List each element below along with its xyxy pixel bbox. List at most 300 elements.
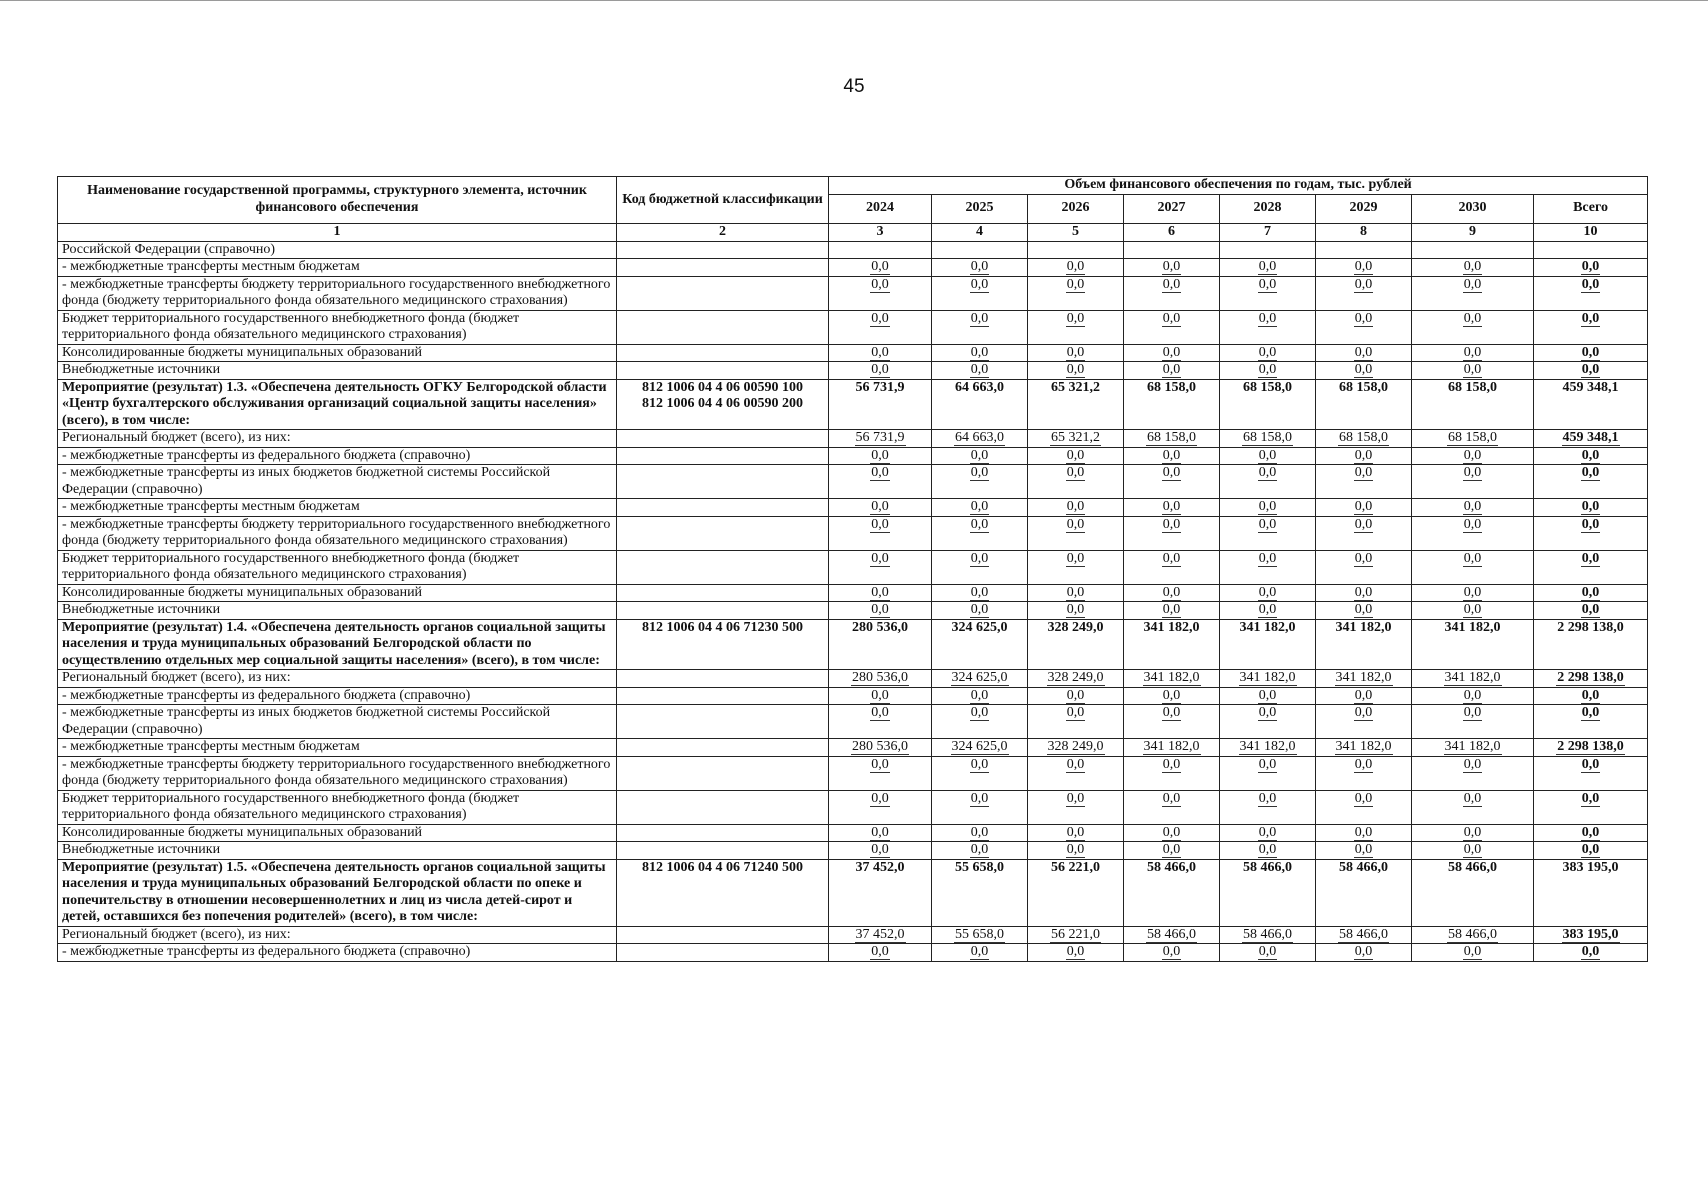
cell-value: 0,0 <box>970 516 989 532</box>
cell-value: 0,0 <box>970 310 989 326</box>
row-year-value <box>1028 310 1124 344</box>
row-year-value <box>1412 447 1534 465</box>
cell-value: 383 195,0 <box>1562 926 1619 942</box>
cell-value: 0,0 <box>871 944 889 959</box>
cell-value: 0,0 <box>871 824 889 840</box>
row-year-value <box>829 550 932 584</box>
row-year-value <box>829 310 932 344</box>
row-year-value <box>1220 550 1316 584</box>
cell-value: 0,0 <box>871 465 889 480</box>
row-budget-code <box>617 739 829 757</box>
row-year-value <box>1412 516 1534 550</box>
row-name: Российской Федерации (справочно) <box>58 241 617 259</box>
row-year-value <box>932 739 1028 757</box>
row-name: Консолидированные бюджеты муниципальных образований <box>58 344 617 362</box>
activity-row <box>58 379 1648 430</box>
cell-value: 0,0 <box>970 259 989 274</box>
row-year-value <box>1412 550 1534 584</box>
row-total-value <box>1534 619 1648 670</box>
cell-value: 280 536,0 <box>852 670 908 685</box>
cell-value: 0,0 <box>970 687 989 703</box>
row-year-value <box>1220 842 1316 860</box>
cell-value: 0,0 <box>1066 310 1085 326</box>
cell-value: 0,0 <box>1258 516 1277 532</box>
cell-value: 0,0 <box>871 310 889 326</box>
row-year-value <box>1316 842 1412 860</box>
row-year-value <box>1028 859 1124 926</box>
cell-value: 0,0 <box>970 824 989 840</box>
row-year-value <box>1220 705 1316 739</box>
row-year-value <box>1028 447 1124 465</box>
row-name: - межбюджетные трансферты из иных бюджетов бюджетной системы Российской Федерации (справочно) <box>58 705 617 739</box>
cell-value: 0,0 <box>1354 584 1373 600</box>
row-name: - межбюджетные трансферты из федерального бюджета (справочно) <box>58 687 617 705</box>
cell-value: 0,0 <box>1463 499 1482 514</box>
cell-value: 58 466,0 <box>1448 859 1497 875</box>
header-total: Всего <box>1534 194 1648 223</box>
cell-value: 0,0 <box>1354 259 1373 274</box>
cell-value: 0,0 <box>1581 362 1600 377</box>
cell-value: 0,0 <box>871 687 889 703</box>
row-year-value <box>829 926 932 944</box>
row-year-value <box>1316 276 1412 310</box>
row-budget-code <box>617 824 829 842</box>
cell-value: 341 182,0 <box>1444 619 1501 635</box>
table-row <box>58 687 1648 705</box>
cell-value: 58 466,0 <box>1147 859 1196 875</box>
row-year-value <box>1316 550 1412 584</box>
row-year-value <box>932 344 1028 362</box>
cell-value: 0,0 <box>1258 259 1277 274</box>
row-year-value <box>1028 687 1124 705</box>
row-year-value <box>1124 602 1220 620</box>
row-year-value <box>1412 584 1534 602</box>
cell-value: 0,0 <box>1258 550 1277 566</box>
cell-value: 0,0 <box>1581 550 1600 566</box>
row-total-value <box>1534 824 1648 842</box>
cell-value: 0,0 <box>970 944 989 959</box>
row-budget-code <box>617 241 829 259</box>
cell-value: 0,0 <box>1162 602 1181 617</box>
row-year-value <box>932 379 1028 430</box>
cell-value: 0,0 <box>871 516 889 532</box>
cell-value: 0,0 <box>1258 310 1277 326</box>
cell-value: 56 731,9 <box>855 430 905 445</box>
cell-value: 0,0 <box>1354 516 1373 532</box>
row-year-value <box>1220 944 1316 962</box>
row-year-value <box>829 344 932 362</box>
row-budget-code <box>617 705 829 739</box>
row-year-value <box>1028 739 1124 757</box>
row-year-value <box>1220 310 1316 344</box>
cell-value: 0,0 <box>1463 550 1482 566</box>
cell-value: 58 466,0 <box>1243 926 1292 942</box>
row-year-value <box>1124 362 1220 380</box>
row-total-value <box>1534 310 1648 344</box>
row-year-value <box>932 756 1028 790</box>
row-total-value <box>1534 584 1648 602</box>
row-year-value <box>1220 824 1316 842</box>
row-year-value <box>1316 465 1412 499</box>
cell-value: 0,0 <box>871 259 889 274</box>
header-year: 2025 <box>932 194 1028 223</box>
row-year-value <box>829 379 932 430</box>
row-total-value <box>1534 362 1648 380</box>
cell-value: 0,0 <box>1162 276 1181 292</box>
cell-value: 0,0 <box>1354 824 1373 840</box>
cell-value: 0,0 <box>1162 790 1181 806</box>
cell-value: 280 536,0 <box>852 739 908 754</box>
row-year-value <box>829 859 932 926</box>
cell-value: 0,0 <box>1463 584 1482 600</box>
row-year-value <box>1124 859 1220 926</box>
row-year-value <box>1412 499 1534 517</box>
row-year-value <box>932 687 1028 705</box>
row-year-value <box>1220 859 1316 926</box>
cell-value: 0,0 <box>1581 687 1600 703</box>
row-year-value <box>1220 516 1316 550</box>
row-year-value <box>1220 670 1316 688</box>
header-name-column: Наименование государственной программы, структурного элемента, источник финансового обеспечения <box>58 177 617 224</box>
cell-value: 0,0 <box>1162 944 1181 959</box>
cell-value: 0,0 <box>1354 842 1373 857</box>
row-year-value <box>932 259 1028 277</box>
cell-value: 0,0 <box>1463 756 1482 772</box>
cell-value: 0,0 <box>1354 344 1373 360</box>
row-year-value <box>1316 379 1412 430</box>
cell-value: 0,0 <box>1463 310 1482 326</box>
table-row <box>58 310 1648 344</box>
cell-value: 341 182,0 <box>1239 670 1296 685</box>
cell-value: 459 348,1 <box>1562 379 1619 395</box>
cell-value: 0,0 <box>1581 842 1600 857</box>
row-year-value <box>932 465 1028 499</box>
cell-value: 0,0 <box>1258 824 1277 840</box>
financing-table <box>57 176 1648 962</box>
cell-value: 68 158,0 <box>1147 430 1196 445</box>
row-total-value <box>1534 842 1648 860</box>
cell-value: 56 221,0 <box>1051 859 1100 875</box>
row-budget-code <box>617 276 829 310</box>
cell-value: 0,0 <box>1463 602 1482 617</box>
row-name: Внебюджетные источники <box>58 362 617 380</box>
cell-value: 0,0 <box>1258 790 1277 806</box>
row-budget-code <box>617 790 829 824</box>
row-year-value <box>1220 362 1316 380</box>
cell-value: 0,0 <box>1463 362 1482 377</box>
row-name: Консолидированные бюджеты муниципальных образований <box>58 824 617 842</box>
row-year-value <box>1028 944 1124 962</box>
row-year-value <box>1316 756 1412 790</box>
cell-value: 0,0 <box>1066 447 1085 463</box>
cell-value: 0,0 <box>970 602 989 617</box>
cell-value: 0,0 <box>1066 842 1085 857</box>
row-year-value <box>1028 705 1124 739</box>
row-year-value <box>932 584 1028 602</box>
cell-value: 37 452,0 <box>855 926 905 942</box>
cell-value: 0,0 <box>871 756 889 772</box>
cell-value: 0,0 <box>1162 499 1181 514</box>
row-year-value <box>1412 790 1534 824</box>
row-year-value <box>829 499 932 517</box>
cell-value: 0,0 <box>1354 465 1373 480</box>
cell-value: 341 182,0 <box>1239 619 1296 635</box>
cell-value: 0,0 <box>1162 705 1181 720</box>
row-budget-code <box>617 670 829 688</box>
row-total-value <box>1534 344 1648 362</box>
cell-value: 68 158,0 <box>1339 379 1388 395</box>
row-total-value <box>1534 465 1648 499</box>
row-budget-code <box>617 756 829 790</box>
row-total-value <box>1534 670 1648 688</box>
row-year-value <box>1220 687 1316 705</box>
row-year-value <box>1124 705 1220 739</box>
row-year-value <box>932 602 1028 620</box>
row-year-value <box>1316 859 1412 926</box>
cell-value: 0,0 <box>1066 516 1085 532</box>
cell-value: 324 625,0 <box>951 670 1008 685</box>
row-name: Бюджет территориального государственного внебюджетного фонда (бюджет территориального фонда обязательного медицинского страхования) <box>58 790 617 824</box>
cell-value: 0,0 <box>970 705 989 720</box>
row-year-value <box>1124 276 1220 310</box>
cell-value: 0,0 <box>1581 276 1600 292</box>
row-total-value <box>1534 790 1648 824</box>
row-total-value <box>1534 687 1648 705</box>
row-year-value <box>1412 739 1534 757</box>
row-year-value <box>1028 619 1124 670</box>
row-year-value <box>1316 619 1412 670</box>
cell-value: 0,0 <box>1162 687 1181 703</box>
row-year-value <box>932 430 1028 448</box>
cell-value: 341 182,0 <box>1444 739 1501 754</box>
cell-value: 56 731,9 <box>855 379 905 395</box>
column-number: 3 <box>829 223 932 241</box>
row-year-value <box>1412 756 1534 790</box>
header-year: 2028 <box>1220 194 1316 223</box>
cell-value: 0,0 <box>871 842 889 857</box>
table-row <box>58 516 1648 550</box>
cell-value: 0,0 <box>1354 550 1373 566</box>
table-row <box>58 842 1648 860</box>
cell-value: 0,0 <box>1066 259 1085 274</box>
row-budget-code: 812 1006 04 4 06 71230 500 <box>617 619 829 670</box>
row-year-value <box>1220 926 1316 944</box>
row-year-value <box>1316 944 1412 962</box>
row-year-value <box>1220 259 1316 277</box>
row-budget-code <box>617 465 829 499</box>
cell-value: 341 182,0 <box>1239 739 1296 754</box>
row-year-value <box>1124 687 1220 705</box>
row-year-value <box>1028 276 1124 310</box>
row-name: - межбюджетные трансферты бюджету территориального государственного внебюджетного фонда (бюджету территориального фонда обязательного медицинского страхования) <box>58 756 617 790</box>
cell-value: 65 321,2 <box>1051 379 1100 395</box>
table-row <box>58 447 1648 465</box>
header-year: 2027 <box>1124 194 1220 223</box>
row-year-value <box>1412 310 1534 344</box>
cell-value: 0,0 <box>1066 602 1085 617</box>
column-number: 7 <box>1220 223 1316 241</box>
cell-value: 58 466,0 <box>1339 926 1388 942</box>
cell-value: 0,0 <box>1066 790 1085 806</box>
row-year-value <box>1028 362 1124 380</box>
row-year-value <box>1124 465 1220 499</box>
cell-value: 341 182,0 <box>1143 619 1200 635</box>
page-top-edge <box>0 0 1708 1</box>
cell-value: 341 182,0 <box>1143 739 1200 754</box>
cell-value: 0,0 <box>871 362 889 377</box>
row-year-value <box>932 926 1028 944</box>
row-total-value <box>1534 739 1648 757</box>
row-year-value <box>829 465 932 499</box>
cell-value: 58 466,0 <box>1243 859 1292 875</box>
cell-value: 280 536,0 <box>852 619 908 635</box>
row-budget-code <box>617 584 829 602</box>
row-total-value <box>1534 276 1648 310</box>
column-number: 9 <box>1412 223 1534 241</box>
row-total-value <box>1534 550 1648 584</box>
row-year-value <box>1124 790 1220 824</box>
cell-value: 0,0 <box>1354 790 1373 806</box>
cell-value: 2 298 138,0 <box>1557 619 1624 635</box>
row-name: - межбюджетные трансферты местным бюджетам <box>58 739 617 757</box>
row-year-value <box>1028 516 1124 550</box>
cell-value: 0,0 <box>1162 824 1181 840</box>
row-year-value <box>1124 944 1220 962</box>
cell-value: 0,0 <box>1066 584 1085 600</box>
cell-value: 0,0 <box>1066 362 1085 377</box>
cell-value: 0,0 <box>1581 447 1600 463</box>
cell-value: 2 298 138,0 <box>1557 739 1624 754</box>
cell-value: 459 348,1 <box>1562 430 1619 445</box>
row-year-value <box>1316 584 1412 602</box>
row-year-value <box>1316 362 1412 380</box>
cell-value: 0,0 <box>871 447 889 463</box>
cell-value: 0,0 <box>1354 602 1373 617</box>
row-name: Мероприятие (результат) 1.3. «Обеспечена деятельность ОГКУ Белгородской области «Центр бухгалтерского обслуживания организаций социальной защиты населения» (всего), в том числе: <box>58 379 617 430</box>
row-year-value <box>1220 790 1316 824</box>
row-year-value <box>829 670 932 688</box>
activity-row <box>58 619 1648 670</box>
cell-value: 0,0 <box>970 499 989 514</box>
row-total-value <box>1534 430 1648 448</box>
row-year-value <box>1028 379 1124 430</box>
column-numbers-row <box>58 223 1648 241</box>
row-year-value <box>1316 687 1412 705</box>
cell-value: 0,0 <box>1581 756 1600 772</box>
row-budget-code <box>617 687 829 705</box>
cell-value: 0,0 <box>1581 824 1600 840</box>
row-year-value <box>1316 739 1412 757</box>
cell-value: 0,0 <box>1066 687 1085 703</box>
row-total-value <box>1534 379 1648 430</box>
table-row <box>58 824 1648 842</box>
row-year-value <box>1028 790 1124 824</box>
row-budget-code <box>617 447 829 465</box>
row-year-value <box>1124 584 1220 602</box>
row-budget-code <box>617 926 829 944</box>
cell-value: 0,0 <box>1581 705 1600 720</box>
row-year-value <box>1028 842 1124 860</box>
row-budget-code: 812 1006 04 4 06 00590 100 812 1006 04 4 06 00590 200 <box>617 379 829 430</box>
cell-value: 341 182,0 <box>1335 619 1392 635</box>
cell-value: 341 182,0 <box>1143 670 1200 685</box>
row-year-value <box>1316 259 1412 277</box>
cell-value: 37 452,0 <box>855 859 905 875</box>
header-year: 2029 <box>1316 194 1412 223</box>
row-budget-code <box>617 430 829 448</box>
row-year-value <box>1412 944 1534 962</box>
row-year-value <box>829 259 932 277</box>
row-year-value <box>932 516 1028 550</box>
row-name: Мероприятие (результат) 1.4. «Обеспечена деятельность органов социальной защиты населения и труда муниципальных образований Белгородской области по осуществлению отдельных мер социальной защиты населения» (всего), в том числе: <box>58 619 617 670</box>
row-year-value <box>1028 241 1124 259</box>
cell-value: 55 658,0 <box>955 926 1004 942</box>
row-year-value <box>1220 739 1316 757</box>
row-year-value <box>1028 344 1124 362</box>
cell-value: 0,0 <box>1463 465 1482 480</box>
cell-value: 0,0 <box>1066 705 1085 720</box>
header-code-column: Код бюджетной классификации <box>617 177 829 224</box>
table-row <box>58 944 1648 962</box>
row-year-value <box>1220 344 1316 362</box>
cell-value: 64 663,0 <box>955 430 1004 445</box>
row-name: Консолидированные бюджеты муниципальных образований <box>58 584 617 602</box>
cell-value: 0,0 <box>1581 602 1600 617</box>
row-year-value <box>1316 926 1412 944</box>
row-year-value <box>932 859 1028 926</box>
cell-value: 0,0 <box>871 344 889 360</box>
row-year-value <box>1412 362 1534 380</box>
cell-value: 0,0 <box>1066 824 1085 840</box>
row-total-value <box>1534 516 1648 550</box>
cell-value: 0,0 <box>1354 276 1373 292</box>
row-year-value <box>1124 499 1220 517</box>
row-year-value <box>1412 259 1534 277</box>
cell-value: 0,0 <box>1463 842 1482 857</box>
table-row <box>58 550 1648 584</box>
row-year-value <box>829 756 932 790</box>
cell-value: 0,0 <box>1162 465 1181 480</box>
row-year-value <box>1028 756 1124 790</box>
row-year-value <box>932 619 1028 670</box>
cell-value: 0,0 <box>1354 687 1373 703</box>
table-row <box>58 790 1648 824</box>
row-budget-code <box>617 516 829 550</box>
row-year-value <box>1316 602 1412 620</box>
row-year-value <box>829 584 932 602</box>
header-volume-group: Объем финансового обеспечения по годам, тыс. рублей <box>829 177 1648 195</box>
row-year-value <box>1412 465 1534 499</box>
cell-value: 0,0 <box>871 790 889 806</box>
row-total-value <box>1534 859 1648 926</box>
cell-value: 0,0 <box>1463 790 1482 806</box>
row-year-value <box>829 687 932 705</box>
cell-value: 0,0 <box>970 344 989 360</box>
row-year-value <box>829 790 932 824</box>
cell-value: 341 182,0 <box>1335 670 1392 685</box>
row-name: - межбюджетные трансферты местным бюджетам <box>58 499 617 517</box>
cell-value: 0,0 <box>1354 499 1373 514</box>
row-year-value <box>1412 619 1534 670</box>
row-budget-code <box>617 344 829 362</box>
cell-value: 0,0 <box>1354 944 1373 959</box>
cell-value: 0,0 <box>1258 499 1277 514</box>
row-year-value <box>829 602 932 620</box>
row-budget-code <box>617 602 829 620</box>
table-row <box>58 465 1648 499</box>
column-number: 1 <box>58 223 617 241</box>
cell-value: 0,0 <box>1354 310 1373 326</box>
